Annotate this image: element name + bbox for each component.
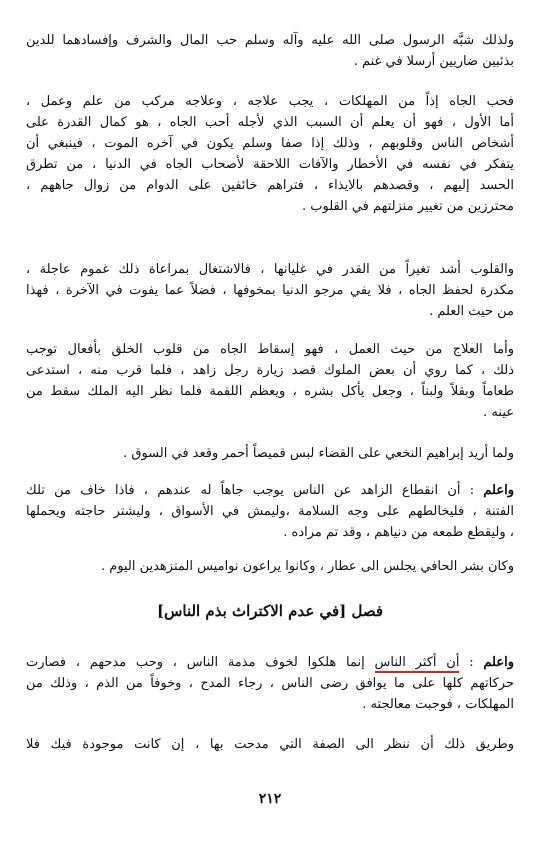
text-line (26, 652, 514, 673)
text-line: أما الأول ، فهو أن يعلم أن السبب الذي لأجله أحب الجاه ، هو كمال القدرة على (26, 115, 514, 130)
text-line: ولما أريد إبراهيم النخعي على القضاء لبس قميصاً أحمر وقعد في السوق . (123, 446, 514, 461)
text-line: الفتنة ، فليخالطهم على وجه السلامة ،وليمش في الأسواق ، وليشتر حاجته ويحملها (26, 504, 514, 519)
text-line: والقلوب أشد تغيراً من القدر في غليانها ، فالاشتغال بمراعاة ذلك غموم عاجلة ، (26, 262, 514, 277)
text-line: المهلكات ، فوجبت معالجته . (362, 697, 514, 712)
text-line: الحسد إليهم ، وقصدهم بالايذاء ، فتراهم خائفين على الدوام من زوال جاههم ، (26, 178, 514, 193)
text-line: عينه . (483, 405, 514, 420)
paragraph-2 (26, 91, 514, 217)
line-text: إنما هلكوا لخوف مذمة الناس ، وحب مدحهم ، فصارت (26, 655, 375, 670)
section-heading: فصل [في عدم الاكتراث بذم الناس] (156, 602, 384, 620)
text-line: طعاماً وبقلاً ولبناً ، وجعل يأكل بشره ، ويعظم اللقمة فلما نظر اليه الملك سقط من (26, 384, 514, 399)
text-line: ولذلك شبَّه الرسول صلى الله عليه وآله وسلم حب المال والشرف وإفسادهما للدين (26, 33, 514, 48)
paragraph-9 (26, 734, 514, 755)
text-line: حركاتهم كلها على ما يوافق رضى الناس ، رجاء المدح ، وخوفاً من الذم ، وذلك من (26, 676, 514, 691)
text-line: فحب الجاه إذاً من المهلكات ، يجب علاجه ، وعلاجه مركب من علم وعمل ، (26, 94, 514, 109)
text-line (26, 480, 514, 501)
page-number: ٢١٢ (258, 791, 282, 807)
text-line: مكدرة لحفظ الجاه ، فلا يفي مرجو الدنيا بمخوفها ، فضلاً عما يفوت في الآخرة ، فهذا (26, 283, 514, 298)
text-line: بذئبين ضاريين أرسلا في غنم . (353, 54, 514, 69)
underlined-phrase: أن أكثر الناس (375, 655, 460, 673)
paragraph-7 (26, 556, 514, 577)
paragraph-4 (26, 339, 514, 423)
line-text: : أن انقطاع الزاهد عن الناس يوجب جاهاً له عندهم ، فاذا خاف من تلك (26, 483, 475, 498)
paragraph-3 (26, 259, 514, 322)
paragraph-6 (26, 480, 514, 543)
line-sep: : (459, 655, 474, 670)
paragraph-5 (26, 443, 514, 464)
text-line: محترزين من تغيير منزلتهم في القلوب . (302, 199, 514, 214)
lead-word: واعلم (483, 483, 514, 498)
text-line: يتفكر في نفسه في الأخطار والآفات اللاحقة لأصحاب الجاه في الدنيا ، من تطرق (26, 157, 514, 172)
text-line: ذلك ، كما روي أن بعض الملوك قصد زيارة رجل زاهد ، فلما قرب منه ، استدعى (26, 363, 514, 378)
paragraph-1 (26, 30, 514, 72)
text-line: وأما العلاج من حيث العمل ، فهو إسقاط الجاه من قلوب الخلق بأفعال توجب (26, 342, 514, 357)
text-line: ، وليقطع طمعه من دنياهم ، وقد تم مراده . (283, 525, 514, 540)
lead-word: واعلم (483, 655, 514, 670)
text-line: وكان بشر الحافي يجلس الى عطار ، وكانوا يراعون نواميس المتزهدين اليوم . (100, 559, 514, 574)
text-line: أشخاص الناس وقلوبهم ، وذلك إذا صفا وسلم يكون في آخره الموت ، فينبغي أن (26, 136, 514, 151)
text-line: وطريق ذلك أن ننظر الى الصفة التي مدحت بها ، إن كانت موجودة فيك فلا (26, 737, 514, 752)
paragraph-8 (26, 652, 514, 715)
text-line: من حيث العلم . (429, 304, 514, 319)
